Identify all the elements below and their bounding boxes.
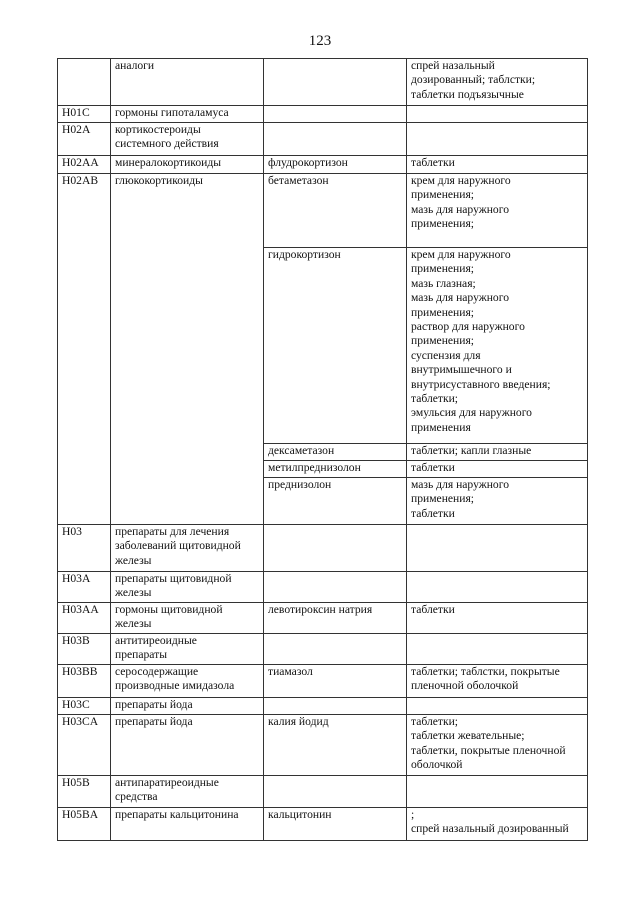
group-cell: минералокортикоиды	[111, 156, 264, 174]
table-row	[58, 572, 588, 603]
atc-code-cell: H03CA	[58, 715, 111, 776]
table-row	[58, 665, 588, 698]
drug-cell	[264, 525, 407, 572]
atc-code-cell: H05B	[58, 776, 111, 808]
table-row	[58, 634, 588, 665]
dosage-form-cell	[407, 106, 588, 123]
group-cell: глюкокортикоиды	[111, 174, 264, 525]
drug-cell	[264, 572, 407, 603]
dosage-form-cell: крем для наружного применения; мазь глазная; мазь для наружного применения; раствор для наружного применения; суспензия для внутримышечного и внутрисуставного введения; таблетки; эмульсия для наружного применения	[407, 248, 588, 444]
dosage-form-cell	[407, 776, 588, 808]
dosage-form-cell: таблетки; таблстки, покрытые пленочной оболочкой	[407, 665, 588, 698]
drug-cell: метилпреднизолон	[264, 461, 407, 478]
group-cell: серосодержащие производные имидазола	[111, 665, 264, 698]
drug-cell	[264, 634, 407, 665]
group-cell: кортикостероиды системного действия	[111, 123, 264, 156]
table-row	[58, 698, 588, 715]
atc-code-cell: H03B	[58, 634, 111, 665]
dosage-form-cell	[407, 572, 588, 603]
drug-cell: гидрокортизон	[264, 248, 407, 444]
table-row	[58, 715, 588, 776]
atc-code-cell: H03	[58, 525, 111, 572]
drug-cell: калия йодид	[264, 715, 407, 776]
dosage-form-cell: таблетки	[407, 156, 588, 174]
drug-classification-table	[57, 58, 588, 841]
drug-cell: тиамазол	[264, 665, 407, 698]
atc-code-cell: H05BA	[58, 808, 111, 841]
group-cell: гормоны гипоталамуса	[111, 106, 264, 123]
group-cell: препараты для лечения заболеваний щитовидной железы	[111, 525, 264, 572]
atc-code-cell: H03C	[58, 698, 111, 715]
atc-code-cell	[58, 59, 111, 106]
drug-cell: дексаметазон	[264, 444, 407, 461]
atc-code-cell: H03AA	[58, 603, 111, 634]
group-cell: антипаратиреоидные средства	[111, 776, 264, 808]
table-row	[58, 123, 588, 156]
group-cell: аналоги	[111, 59, 264, 106]
drug-cell: флудрокортизон	[264, 156, 407, 174]
drug-cell	[264, 123, 407, 156]
group-cell: препараты щитовидной железы	[111, 572, 264, 603]
atc-code-cell: H01C	[58, 106, 111, 123]
drug-cell: преднизолон	[264, 478, 407, 525]
drug-cell: кальцитонин	[264, 808, 407, 841]
group-cell: препараты кальцитонина	[111, 808, 264, 841]
drug-cell: бетаметазон	[264, 174, 407, 248]
drug-cell	[264, 698, 407, 715]
group-cell: антитиреоидные препараты	[111, 634, 264, 665]
table-row	[58, 106, 588, 123]
table-row	[58, 603, 588, 634]
table-row	[58, 156, 588, 174]
table-row	[58, 776, 588, 808]
drug-cell	[264, 59, 407, 106]
dosage-form-cell: спрей назальный дозированный; таблстки; таблетки подъязычные	[407, 59, 588, 106]
table-row	[58, 174, 588, 248]
table-row	[58, 59, 588, 106]
dosage-form-cell	[407, 634, 588, 665]
atc-code-cell: H03BB	[58, 665, 111, 698]
dosage-form-cell	[407, 698, 588, 715]
atc-code-cell: H02AA	[58, 156, 111, 174]
group-cell: препараты йода	[111, 715, 264, 776]
dosage-form-cell: мазь для наружного применения; таблетки	[407, 478, 588, 525]
atc-code-cell: H02AB	[58, 174, 111, 525]
dosage-form-cell: таблетки	[407, 461, 588, 478]
atc-code-cell: H03A	[58, 572, 111, 603]
group-cell: гормоны щитовидной железы	[111, 603, 264, 634]
table-row	[58, 525, 588, 572]
dosage-form-cell	[407, 525, 588, 572]
drug-cell	[264, 776, 407, 808]
drug-cell: левотироксин натрия	[264, 603, 407, 634]
dosage-form-cell: таблетки	[407, 603, 588, 634]
table-row	[58, 808, 588, 841]
atc-code-cell: H02A	[58, 123, 111, 156]
dosage-form-cell: таблетки; капли глазные	[407, 444, 588, 461]
dosage-form-cell: ; спрей назальный дозированный	[407, 808, 588, 841]
dosage-form-cell: крем для наружного применения; мазь для наружного применения;	[407, 174, 588, 248]
group-cell: препараты йода	[111, 698, 264, 715]
dosage-form-cell: таблетки; таблетки жевательные; таблетки, покрытые пленочной оболочкой	[407, 715, 588, 776]
dosage-form-cell	[407, 123, 588, 156]
drug-cell	[264, 106, 407, 123]
page-number: 123	[308, 33, 332, 49]
